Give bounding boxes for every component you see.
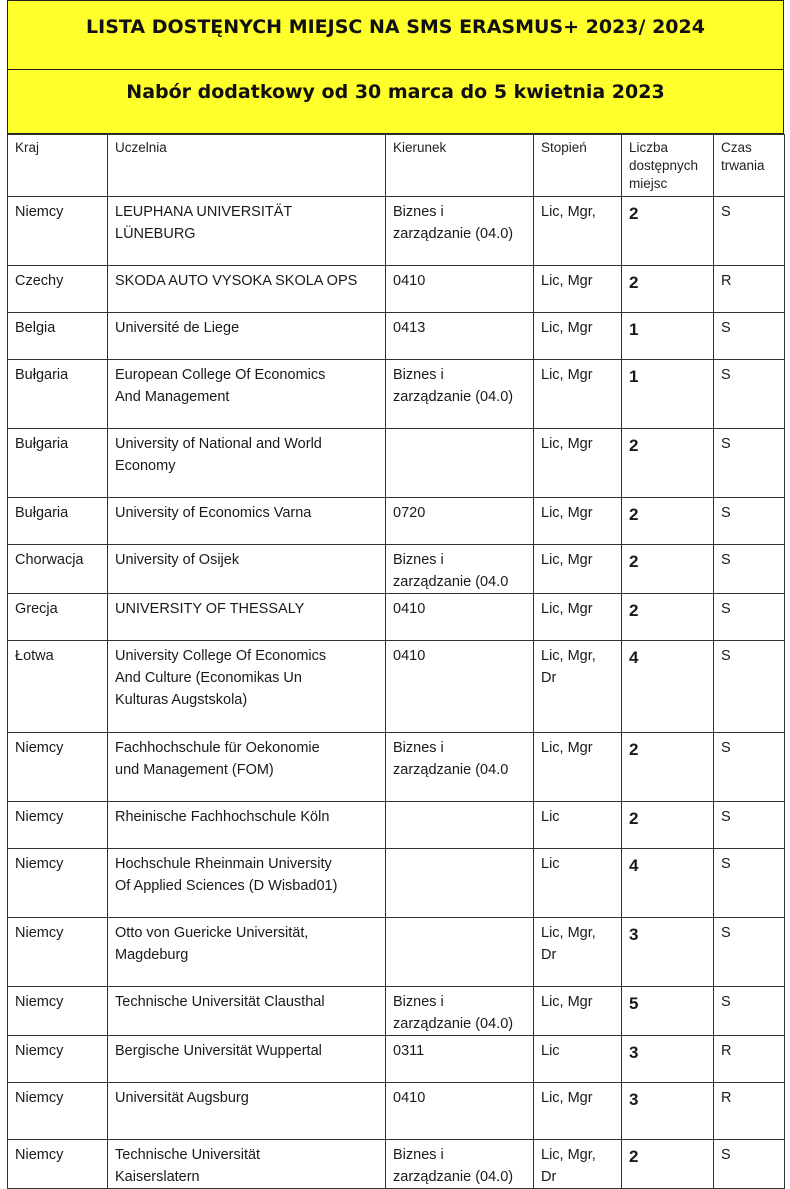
page-title: LISTA DOSTĘNYCH MIEJSC NA SMS ERASMUS+ 2023/ 2024 [7,0,784,70]
university-cell: LEUPHANA UNIVERSITÄT LÜNEBURG [108,197,386,266]
degree-cell: Lic, Mgr, Dr [534,641,622,733]
duration-cell: R [714,266,785,313]
university-cell: Hochschule Rheinmain University Of Applied Sciences (D Wisbad01) [108,849,386,918]
degree-cell: Lic, Mgr [534,1083,622,1140]
degree-cell: Lic, Mgr, [534,197,622,266]
document-sheet [7,0,784,1189]
table-row [8,802,785,849]
places-cell: 2 [622,594,714,641]
places-cell: 3 [622,1036,714,1083]
duration-cell: S [714,641,785,733]
degree-cell: Lic [534,802,622,849]
university-cell: Fachhochschule für Oekonomie und Management (FOM) [108,733,386,802]
table-row [8,1036,785,1083]
degree-cell: Lic, Mgr [534,360,622,429]
field-cell: Biznes i zarządzanie (04.0 [386,545,534,594]
country-cell: Bułgaria [8,360,108,429]
university-cell: Otto von Guericke Universität, Magdeburg [108,918,386,987]
duration-cell: S [714,313,785,360]
duration-cell: S [714,594,785,641]
field-cell: Biznes i zarządzanie (04.0 [386,733,534,802]
university-cell: University of Osijek [108,545,386,594]
column-header-university: Uczelnia [108,135,386,197]
table-row [8,987,785,1036]
table-row [8,594,785,641]
country-cell: Czechy [8,266,108,313]
table-row [8,266,785,313]
country-cell: Niemcy [8,1140,108,1189]
places-cell: 2 [622,266,714,313]
page-subtitle: Nabór dodatkowy od 30 marca do 5 kwietnia 2023 [7,70,784,134]
degree-cell: Lic, Mgr [534,733,622,802]
places-cell: 2 [622,733,714,802]
degree-cell: Lic, Mgr [534,498,622,545]
country-cell: Niemcy [8,197,108,266]
places-cell: 3 [622,1083,714,1140]
university-cell: Universität Augsburg [108,1083,386,1140]
duration-cell: S [714,545,785,594]
duration-cell: S [714,849,785,918]
places-cell: 2 [622,1140,714,1189]
field-cell: 0410 [386,266,534,313]
degree-cell: Lic [534,849,622,918]
table-row [8,197,785,266]
duration-cell: S [714,918,785,987]
table-row [8,313,785,360]
field-cell [386,918,534,987]
country-cell: Belgia [8,313,108,360]
places-cell: 2 [622,498,714,545]
places-cell: 1 [622,313,714,360]
field-cell: 0413 [386,313,534,360]
country-cell: Bułgaria [8,429,108,498]
column-header-duration: Czas trwania [714,135,785,197]
field-cell [386,802,534,849]
duration-cell: S [714,1140,785,1189]
duration-cell: R [714,1036,785,1083]
country-cell: Niemcy [8,1083,108,1140]
university-cell: Rheinische Fachhochschule Köln [108,802,386,849]
column-header-field: Kierunek [386,135,534,197]
country-cell: Niemcy [8,1036,108,1083]
duration-cell: S [714,498,785,545]
field-cell: 0410 [386,641,534,733]
table-row [8,733,785,802]
university-cell: University of Economics Varna [108,498,386,545]
country-cell: Niemcy [8,918,108,987]
country-cell: Niemcy [8,733,108,802]
table-row [8,1083,785,1140]
duration-cell: S [714,429,785,498]
country-cell: Łotwa [8,641,108,733]
degree-cell: Lic, Mgr [534,429,622,498]
degree-cell: Lic, Mgr [534,313,622,360]
table-row [8,360,785,429]
field-cell: Biznes i zarządzanie (04.0) [386,360,534,429]
degree-cell: Lic [534,1036,622,1083]
places-table [7,134,785,1189]
places-cell: 2 [622,429,714,498]
places-cell: 3 [622,918,714,987]
field-cell: 0720 [386,498,534,545]
university-cell: University College Of Economics And Culture (Economikas Un Kulturas Augstskola) [108,641,386,733]
table-row [8,641,785,733]
university-cell: Technische Universität Clausthal [108,987,386,1036]
table-header-row [8,135,785,197]
degree-cell: Lic, Mgr, Dr [534,918,622,987]
places-cell: 1 [622,360,714,429]
column-header-degree: Stopień [534,135,622,197]
university-cell: SKODA AUTO VYSOKA SKOLA OPS [108,266,386,313]
table-row [8,498,785,545]
places-cell: 2 [622,197,714,266]
table-row [8,429,785,498]
duration-cell: S [714,802,785,849]
field-cell [386,429,534,498]
places-cell: 4 [622,641,714,733]
degree-cell: Lic, Mgr [534,545,622,594]
places-cell: 4 [622,849,714,918]
degree-cell: Lic, Mgr [534,266,622,313]
degree-cell: Lic, Mgr [534,987,622,1036]
field-cell: 0311 [386,1036,534,1083]
country-cell: Niemcy [8,802,108,849]
university-cell: Technische Universität Kaiserslatern [108,1140,386,1189]
field-cell: Biznes i zarządzanie (04.0) [386,987,534,1036]
duration-cell: S [714,987,785,1036]
duration-cell: S [714,360,785,429]
country-cell: Niemcy [8,987,108,1036]
university-cell: University of National and World Economy [108,429,386,498]
places-cell: 5 [622,987,714,1036]
field-cell: 0410 [386,594,534,641]
field-cell: 0410 [386,1083,534,1140]
degree-cell: Lic, Mgr [534,594,622,641]
table-row [8,918,785,987]
university-cell: UNIVERSITY OF THESSALY [108,594,386,641]
duration-cell: S [714,197,785,266]
university-cell: Bergische Universität Wuppertal [108,1036,386,1083]
table-row [8,545,785,594]
field-cell: Biznes i zarządzanie (04.0) [386,197,534,266]
university-cell: European College Of Economics And Management [108,360,386,429]
duration-cell: R [714,1083,785,1140]
field-cell: Biznes i zarządzanie (04.0) [386,1140,534,1189]
country-cell: Chorwacja [8,545,108,594]
country-cell: Grecja [8,594,108,641]
field-cell [386,849,534,918]
university-cell: Université de Liege [108,313,386,360]
places-cell: 2 [622,545,714,594]
column-header-country: Kraj [8,135,108,197]
duration-cell: S [714,733,785,802]
column-header-places: Liczba dostępnych miejsc [622,135,714,197]
degree-cell: Lic, Mgr, Dr [534,1140,622,1189]
country-cell: Bułgaria [8,498,108,545]
table-row [8,1140,785,1189]
country-cell: Niemcy [8,849,108,918]
places-cell: 2 [622,802,714,849]
table-row [8,849,785,918]
